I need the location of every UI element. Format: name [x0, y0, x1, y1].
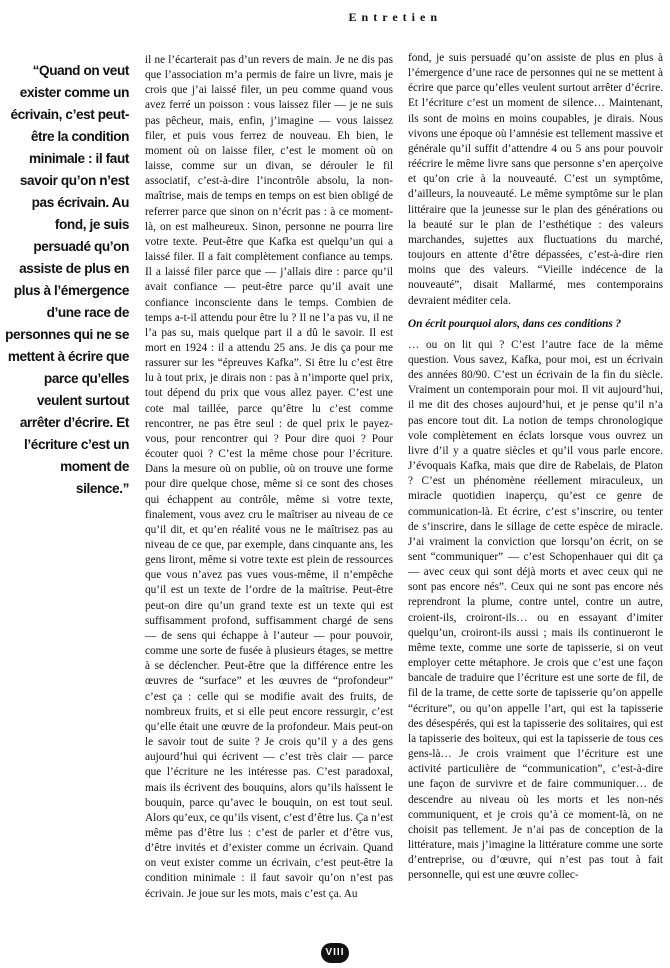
section-header: Entretien: [348, 10, 442, 24]
text-column-right: [408, 51, 663, 883]
section-subheading: On écrit pourquoi alors, dans ces conditions ?: [408, 317, 622, 330]
body-paragraph: il ne l’écarterait pas d’un revers de main. Je ne dis pas que l’association m’a permis de faire un livre, mais je crois que j’ai laissé filer, un peu comme quand vous avez ferré un poisson : vous laissez filer — je ne suis pas pêcheur, mais, enfin, j’imagine — vous laissez filer, et puis vous ferrez de nouveau. Eh bien, le moment où on laisse filer, c’est le moment où on laisse, comme sur un divan, se dérouler le fil associatif, c’est-à-dire l’incontrôle absolu, la non-maîtrise, mais de temps en temps on est bien obligé de referrer parce que sinon on n’écrit pas : à ce moment-là, on est malheureux. Sinon, personne ne pourra lire votre texte. Peut-être que Kafka est quelqu’un qui a laissé filer. Il a fait complètement confiance au temps. Il a laissé filer parce que — j’allais dire : parce qu’il avait confiance — peut-être parce qu’il avait une confiance inconsciente dans le temps. Combien de temps a-t-il attendu pour être lu ? Il ne l’a pas vu, il ne l’a pas su, mais quelque part il a dû le savoir. Il est mort en 1924 : il a attendu 25 ans. Je dis ça pour me rassurer sur les “épreuves Kafka”. Si être lu c’est être lu à tout prix, je dirais non : pas à n’importe quel prix, tout dépend du prix que vous allez payer. C’est une cote mal taillée, parce qu’être lu c’est comme rencontrer, ne pas être seul : de quel prix le payez-vous, pour rencontrer qui ? Pour dire quoi ? Pour écouter quoi ? C’est la même chose pour l’écriture. Dans la mesure où on publie, où on trouve une forme pour dire quelque chose, même si ce sont des choses qui échappent au contrôle, même si votre texte, finalement, vous avez cru le maîtriser au niveau de ce qu’il dit, et qu’en réalité vous ne le maîtrisez pas au niveau de ce que, par exemple, dans cinquante ans, les gens liront, même si votre texte est plein de ressources que vous n’avez pas vues vous-même, il n’empêche qu’il est un texte de l’ordre de la maîtrise. Peut-être peut-on dire qu’un grand texte est un texte qui est suffisamment profond, suffisamment chargé de sens — de sens qui échappe à l’auteur — pour pouvoir, comme une sorte de fusée à plusieurs étages, se mettre à se déclencher. Peut-être que la différence entre les œuvres de “surface” et les œuvres de “profondeur” c’est ça : celle qui se modifie avait des fruits, de nombreux fruits, et si elle peut encore ressurgir, c’est qu’elle était une œuvre de la profondeur. Mais peut-on le savoir tout de suite ? Je crois qu’il y a des gens aujourd’hui qui écrivent — c’est très clair — parce que l’écriture ne les intéresse pas. C’est paradoxal, mais ils écrivent des bouquins, alors qu’ils haïssent le bouquin, parce qu’avec le bouquin, on est tout seul. Alors qu’eux, ce qu’ils visent, c’est d’être lus. Ça n’est même pas d’être lus : c’est de parler et d’être vus, d’être invités et d’exister comme un écrivain. Quand on veut exister comme un écrivain, c’est peut-être la condition minimale : il faut savoir qu’on n’est pas écrivain. Je joue sur les mots, mais c’est ça. Au: [145, 54, 393, 900]
body-paragraph: fond, je suis persuadé qu’on assiste de plus en plus à l’émergence d’une race de personnes qui ne se mettent à écrire que parce qu’elles veulent surtout arrêter d’écrire. Et l’écriture c’est un moment de silence… Maintenant, ils sont de moins en moins coupables, je dirais. Nous vivons une époque où l’amnésie est tellement massive et générale qu’il suffit d’attendre 4 ou 5 ans pour pouvoir réécrire le même livre sans que personne s’en aperçoive et qu’on crie à la nouveauté. C’est un symptôme, d’ailleurs, la nouveauté. Le même symptôme sur le plan littéraire que la jeunesse sur le plan des générations ou la beauté sur le plan de l’esthétique : des valeurs marchandes, sujettes aux fluctuations du marché, toujours en attente d’être dépassées, c’est-à-dire rien moins que des valeurs. “Vieille indécence de la nouveauté”, disait Mallarmé, mes contemporains devraient méditer cela.: [408, 52, 663, 307]
page-number-badge: VIII: [321, 943, 349, 963]
body-paragraph: … ou on lit qui ? C’est l’autre face de la même question. Vous savez, Kafka, pour moi, est un écrivain des années 80/90. C’est un écrivain de la fin du siècle. Vraiment un contemporain pour moi. Il vit aujourd’hui, il me dit des choses aujourd’hui, et je pense qu’il n’a pas encore tout dit. La notion de temps chronologique vole complètement en éclats lorsque vous ouvrez un livre d’il y a quatre siècles et qu’il vous parle encore. J’évoquais Kafka, mais que dire de Rabelais, de Platon ? C’est un phénomène réellement miraculeux, un miracle quotidien inaperçu, qu’est ce genre de communication-là. Et écrire, c’est s’inscrire, ou tenter de s’inscrire, dans le sillage de cette espèce de miracle. J’ai vraiment la conviction que lorsqu’on écrit, on se sent “communiquer” — c’est Schopenhauer qui dit ça — avec ceux qui sont déjà morts et avec ceux qui ne sont pas encore nés”. Ceux qui ne sont pas encore nés reprendront la plume, contre untel, contre un autre, croient-ils, croiront-ils… ou en essayant d’imiter quelqu’un, croiront-ils aussi ; mais ils continueront le même texte, comme une sorte de tapisserie, si on veut employer cette métaphore. Je crois que c’est une façon bancale de traduire que l’écriture est une sorte de fil, de fil de la trame, de cette sorte de tapisserie qu’on appelle “écriture”, ou qu’on appelle l’art, qui est la tapisserie des désespérés, qui est la tapisserie des solitaires, qui est la tapisserie des boiteux, qui est la tapisserie de tous ces gens-là… Je crois vraiment que l’écriture est une activité particulière de “communication”, c’est-à-dire une façon de survivre et de faire communiquer… de descendre au niveau où les morts et les non-nés communiquent, et je crois qu’à ce moment-là, on ne choisit pas tellement. Je n’ai pas de conception de la littérature, mais j’imagine la littérature comme une sorte d’entreprise, ou d’œuvre, qui n’est pas tout à fait personnelle, qui est une œuvre collec-: [408, 338, 663, 882]
pull-quote: “Quand on veut exister comme un écrivain, c’est peut-être la condition minimale : il faut savoir qu’on n’est pas écrivain. Au fond, je suis persuadé qu’on assiste de plus en plus à l’émergence d’une race de personnes qui ne se mettent à écrire que parce qu’elles veulent surtout arrêter d’écrire. Et l’écriture c’est un moment de silence.”: [5, 63, 129, 496]
text-column-middle: [145, 53, 393, 902]
